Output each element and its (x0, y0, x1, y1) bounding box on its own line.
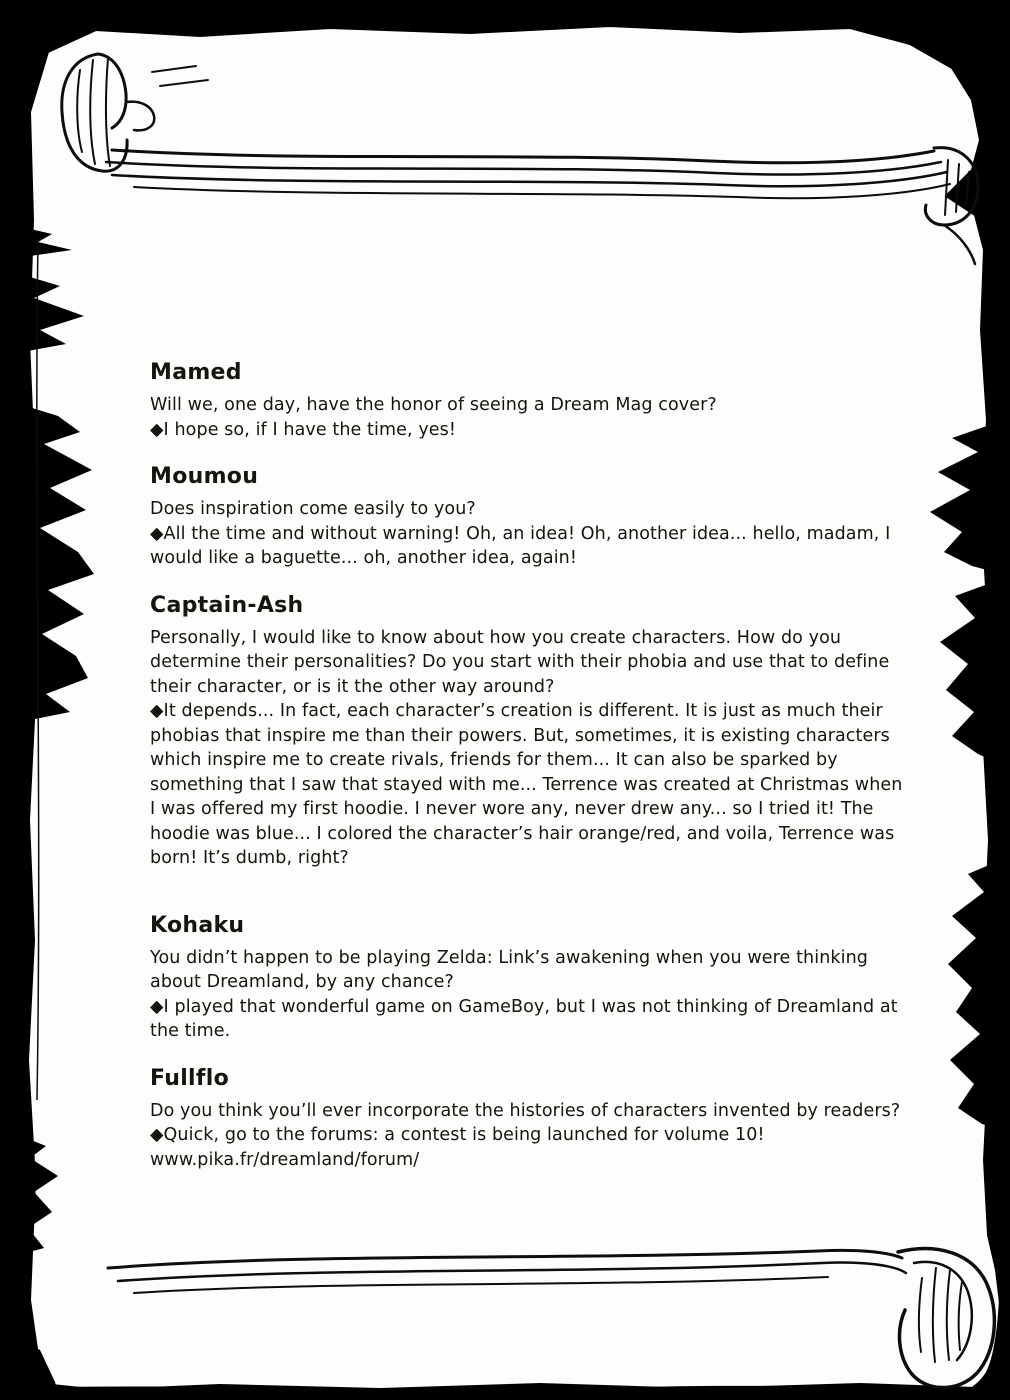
qa-answer: ◆All the time and without warning! Oh, an idea! Oh, another idea... hello, madam, I would like a baguette... oh, another idea, again! (150, 523, 891, 568)
qa-question: Personally, I would like to know about how you create characters. How do you determine their personalities? Do you start with their phobia and use that to define their character, or is it the other way around? (150, 627, 890, 697)
qa-question: Do you think you’ll ever incorporate the histories of characters invented by readers? (150, 1100, 901, 1121)
qa-author-name: Mamed (150, 360, 242, 385)
qa-section-mamed (150, 360, 908, 442)
qa-answer: ◆It depends... In fact, each character’s creation is different. It is just as much their phobias that inspire me than their powers. But, sometimes, it is existing characters which inspire me to create rivals, friends for them... It can also be sparked by something that I saw that stayed with me... Terrence was created at Christmas when I was offered my first hoodie. I never wore any, never drew any... so I tried it! The hoodie was blue... I colored the character’s hair orange/red, and voila, Terrence was born! It’s dumb, right? (150, 701, 903, 868)
qa-question: Will we, one day, have the honor of seeing a Dream Mag cover? (150, 395, 717, 415)
qa-author-name: Moumou (150, 464, 259, 489)
qa-answer: ◆I hope so, if I have the time, yes! (150, 419, 456, 440)
qa-answer: ◆I played that wonderful game on GameBoy, but I was not thinking of Dreamland at the time. (150, 996, 898, 1041)
qa-section-captain-ash (150, 593, 908, 871)
qa-author-name: Kohaku (150, 912, 245, 938)
forum-url: www.pika.fr/dreamland/forum/ (150, 1149, 420, 1170)
qa-text-block (150, 360, 908, 1194)
qa-author-name: Fullflo (150, 1065, 230, 1091)
qa-section-moumou (150, 464, 908, 571)
qa-question: You didn’t happen to be playing Zelda: Link’s awakening when you were thinking about Dreamland, by any chance? (150, 947, 868, 992)
qa-answer: ◆Quick, go to the forums: a contest is being launched for volume 10! (150, 1125, 765, 1145)
qa-author-name: Captain-Ash (150, 592, 304, 618)
qa-section-fullflo (150, 1066, 908, 1173)
qa-question: Does inspiration come easily to you? (150, 499, 476, 519)
qa-section-kohaku (150, 913, 908, 1044)
